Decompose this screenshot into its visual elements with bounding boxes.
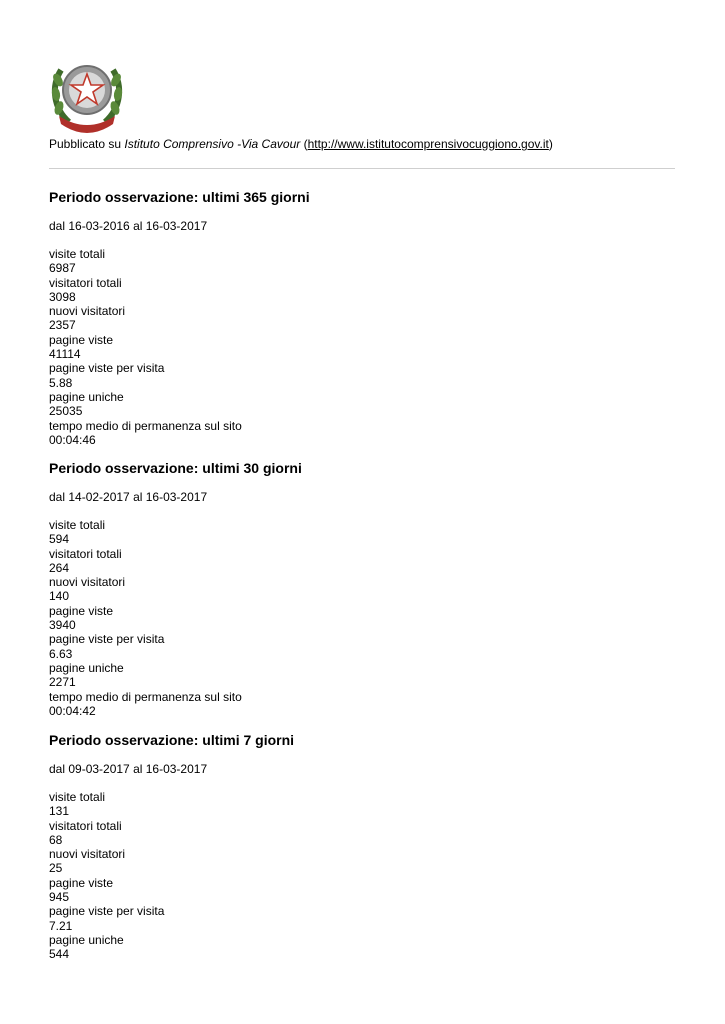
date-range: dal 14-02-2017 al 16-03-2017: [49, 490, 208, 504]
stat-label: tempo medio di permanenza sul sito: [49, 689, 242, 704]
stat-value: 6.63: [49, 646, 73, 661]
section-title: Periodo osservazione: ultimi 365 giorni: [49, 189, 310, 205]
stat-label: pagine viste per visita: [49, 904, 165, 919]
stats-list: [49, 790, 675, 962]
stat-value: 6987: [49, 261, 76, 276]
date-range: dal 16-03-2016 al 16-03-2017: [49, 219, 208, 233]
section-7-days: [49, 732, 675, 962]
stat-value: 594: [49, 532, 70, 547]
stat-label: pagine viste: [49, 875, 114, 890]
header-divider: [49, 168, 675, 169]
stat-label: pagine viste: [49, 603, 114, 618]
stats-list: [49, 518, 675, 718]
stat-value: 00:04:42: [49, 703, 96, 718]
site-name: Istituto Comprensivo -Via Cavour: [124, 137, 301, 151]
stat-label: tempo medio di permanenza sul sito: [49, 418, 242, 433]
stat-label: visitatori totali: [49, 546, 122, 561]
stat-label: pagine uniche: [49, 389, 124, 404]
published-prefix: Pubblicato su: [49, 137, 125, 151]
stat-label: visite totali: [49, 790, 106, 804]
stat-label: nuovi visitatori: [49, 575, 126, 590]
section-365-days: [49, 189, 675, 447]
stat-value: 2357: [49, 318, 76, 333]
section-title: Periodo osservazione: ultimi 30 giorni: [49, 460, 302, 476]
stat-label: pagine viste per visita: [49, 361, 165, 376]
url-close-paren: ): [548, 137, 553, 151]
stat-value: 264: [49, 560, 70, 575]
stat-value: 544: [49, 947, 70, 962]
stat-value: 7.21: [49, 918, 73, 933]
url-open-paren: (: [300, 137, 308, 151]
stat-label: pagine viste: [49, 332, 114, 347]
stat-value: 3940: [49, 618, 76, 633]
stat-label: pagine uniche: [49, 932, 124, 947]
stat-label: pagine viste per visita: [49, 632, 165, 647]
stat-value: 3098: [49, 289, 76, 304]
stat-value: 25: [49, 861, 63, 876]
stat-value: 945: [49, 890, 70, 905]
section-title: Periodo osservazione: ultimi 7 giorni: [49, 732, 295, 748]
stat-value: 41114: [49, 347, 81, 362]
site-url-link[interactable]: http://www.istitutocomprensivocuggiono.gov.it: [307, 137, 549, 151]
stat-label: visite totali: [49, 518, 106, 532]
date-range: dal 09-03-2017 al 16-03-2017: [49, 762, 208, 776]
stat-label: visite totali: [49, 247, 106, 261]
stat-label: visitatori totali: [49, 818, 122, 833]
stat-value: 00:04:46: [49, 432, 96, 447]
stat-label: pagine uniche: [49, 660, 124, 675]
section-30-days: [49, 460, 675, 718]
stat-label: nuovi visitatori: [49, 304, 126, 319]
stat-value: 5.88: [49, 375, 73, 390]
stat-value: 2271: [49, 675, 76, 690]
published-on-line: [49, 137, 553, 151]
stat-label: visitatori totali: [49, 275, 122, 290]
stat-value: 131: [49, 804, 70, 819]
stat-value: 68: [49, 832, 63, 847]
stats-list: [49, 247, 675, 447]
italian-republic-emblem-icon: [49, 50, 125, 136]
stat-value: 140: [49, 589, 70, 604]
stat-value: 25035: [49, 404, 83, 419]
stat-label: nuovi visitatori: [49, 847, 126, 862]
